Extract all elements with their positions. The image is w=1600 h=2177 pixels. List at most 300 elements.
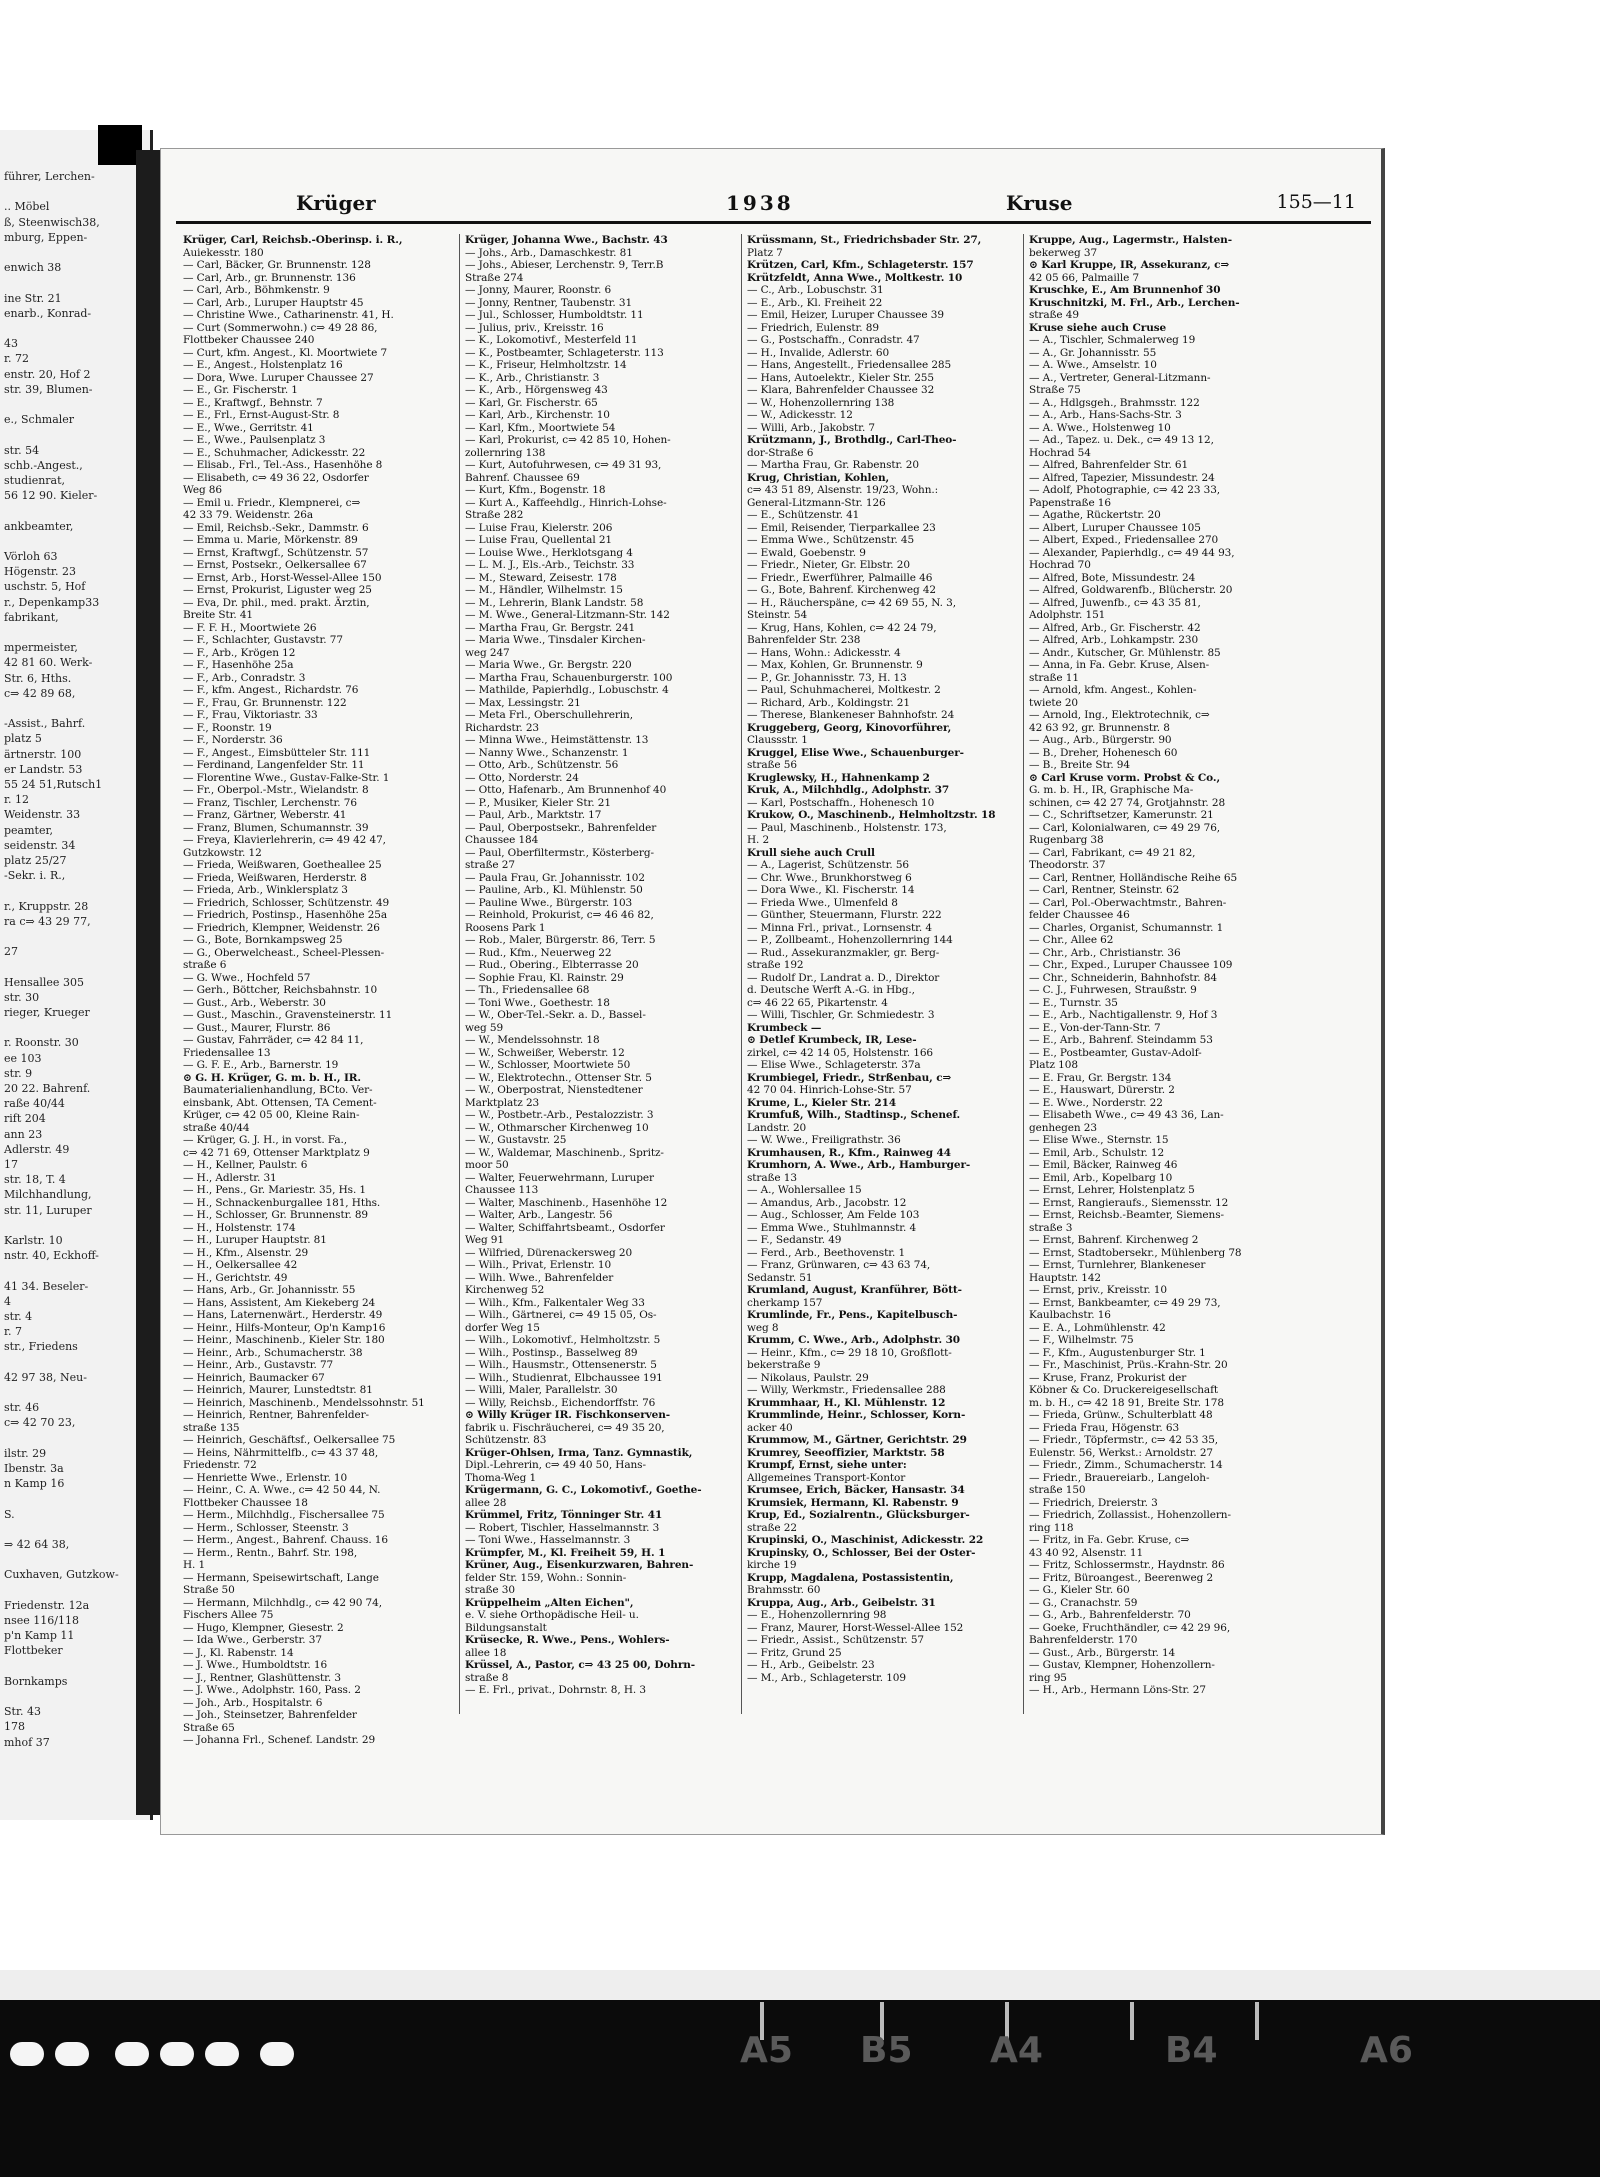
left-page-fragment: 41 34. Beseler- xyxy=(4,1279,89,1293)
directory-entry-line: Krüner, Aug., Eisenkurzwaren, Bahren- xyxy=(465,1559,694,1571)
directory-entry-line: Steinstr. 54 xyxy=(747,609,808,621)
directory-entry-line: dor-Straße 6 xyxy=(747,446,814,459)
directory-entry-line: — Heins, Nährmittelfb., c⇒ 43 37 48, xyxy=(183,1446,379,1459)
directory-entry-line: — G., Oberwelcheast., Scheel-Plessen- xyxy=(183,946,385,959)
directory-entry-line: — Friedr., Zimm., Schumacherstr. 14 xyxy=(1029,1459,1223,1471)
directory-entry-line: — Julius, priv., Kreisstr. 16 xyxy=(465,321,604,334)
directory-entry-line: — G. F. E., Arb., Barnerstr. 19 xyxy=(183,1059,339,1071)
directory-entry-line: Hauptstr. 142 xyxy=(1029,1271,1102,1284)
directory-entry-line: — Gustav, Klempner, Hohenzollern- xyxy=(1029,1659,1215,1671)
directory-entry-line: Auiekesstr. 180 xyxy=(183,246,264,259)
directory-entry-line: Köbner & Co. Druckereigesellschaft xyxy=(1029,1384,1218,1396)
directory-entry-line: — Ernst, Turnlehrer, Blankeneser xyxy=(1029,1259,1206,1271)
directory-entry-line: — Wilh., Privat, Erlenstr. 10 xyxy=(465,1259,612,1271)
directory-entry-line: 43 40 92, Alsenstr. 11 xyxy=(1029,1546,1144,1559)
directory-entry-line: — E., Arb., Bahrenf. Steindamm 53 xyxy=(1029,1034,1213,1046)
directory-entry-line: Bahrenf. Chaussee 69 xyxy=(465,471,580,484)
directory-entry-line: — Agathe, Rückertstr. 20 xyxy=(1029,509,1161,521)
directory-entry-line: — Joh., Arb., Hospitalstr. 6 xyxy=(183,1696,323,1709)
directory-entry-line: — Krug, Hans, Kohlen, c⇒ 42 24 79, xyxy=(747,621,937,634)
directory-entry-line: — Emma u. Marie, Mörkenstr. 89 xyxy=(183,534,358,546)
directory-entry-line: — Otto, Arb., Schützenstr. 56 xyxy=(465,759,619,771)
directory-entry-line: — Gustav, Fahrräder, c⇒ 42 84 11, xyxy=(183,1034,364,1046)
left-page-fragment: Friedenstr. 12a xyxy=(4,1598,90,1612)
left-page-fragment: Högenstr. 23 xyxy=(4,565,76,579)
directory-entry-line: Krüssel, A., Pastor, c⇒ 43 25 00, Dohrn- xyxy=(465,1659,696,1671)
directory-entry-line: — Frieda, Weißwaren, Goetheallee 25 xyxy=(183,859,382,871)
directory-entry-line: — Curt (Sommerwohn.) c⇒ 49 28 86, xyxy=(183,321,378,334)
directory-entry-line: — Dora Wwe., Kl. Fischerstr. 14 xyxy=(747,884,915,896)
directory-entry-line: — E. A., Lohmühlenstr. 42 xyxy=(1029,1321,1166,1334)
directory-entry-line: — Christine Wwe., Catharinenstr. 41, H. xyxy=(183,309,394,321)
left-page-fragment: p'n Kamp 11 xyxy=(4,1629,75,1643)
directory-entry-line: — Mathilde, Papierhdlg., Lobuschstr. 4 xyxy=(465,684,669,696)
directory-entry-line: — A., Arb., Hans-Sachs-Str. 3 xyxy=(1029,409,1182,421)
directory-entry-line: — Martha Frau, Schauenburgerstr. 100 xyxy=(465,671,673,684)
directory-entry-line: — W., Hohenzollernring 138 xyxy=(747,396,895,409)
directory-entry-line: — Ernst, Kraftwgf., Schützenstr. 57 xyxy=(183,546,369,559)
directory-entry-line: — F., Arb., Conradstr. 3 xyxy=(183,671,306,684)
directory-entry-line: — Freya, Klavierlehrerin, c⇒ 49 42 47, xyxy=(183,834,386,846)
directory-entry-line: Breite Str. 41 xyxy=(183,609,253,621)
directory-entry-line: — Wilh. Wwe., Bahrenfelder xyxy=(465,1271,614,1284)
directory-entry-line: — Heinr., Arb., Gustavstr. 77 xyxy=(183,1359,334,1371)
left-page-fragment: 43 xyxy=(4,337,18,351)
left-page-fragment: er Landstr. 53 xyxy=(4,762,83,776)
film-label: B5 xyxy=(860,2030,913,2071)
directory-entry-line: — Friedr., Assist., Schützenstr. 57 xyxy=(747,1634,924,1646)
directory-entry-line: — Franz, Blumen, Schumannstr. 39 xyxy=(183,821,369,834)
directory-entry-line: — Walter, Arb., Langestr. 56 xyxy=(465,1209,613,1221)
directory-entry-line: Krumbiegel, Friedr., Strßenbau, c⇒ xyxy=(747,1071,952,1084)
directory-entry-line: — W., Gustavstr. 25 xyxy=(465,1134,567,1146)
directory-entry-line: Krukow, O., Maschinenb., Helmholtzstr. 18 xyxy=(747,809,996,821)
directory-entry-line: — Friedrich, Postinsp., Hasenhöhe 25a xyxy=(183,909,388,921)
directory-entry-line: — Emil, Heizer, Luruper Chaussee 39 xyxy=(747,309,944,321)
left-page-fragment: ra c⇒ 43 29 77, xyxy=(4,914,91,928)
directory-entry-line: — G., Cranachstr. 59 xyxy=(1029,1596,1138,1609)
directory-entry-line: — G., Bote, Bahrenf. Kirchenweg 42 xyxy=(747,584,936,596)
film-perforation xyxy=(55,2042,89,2066)
left-page-fragment: 17 xyxy=(4,1158,18,1171)
left-page-fragment: n Kamp 16 xyxy=(4,1477,65,1491)
directory-entry-line: Krügermann, G. C., Lokomotivf., Goethe- xyxy=(465,1484,702,1496)
entry-column-1 xyxy=(183,234,455,1746)
directory-entry-line: — Aug., Schlosser, Am Felde 103 xyxy=(747,1209,920,1221)
directory-entry-line: — E., Postbeamter, Gustav-Adolf- xyxy=(1029,1046,1202,1059)
directory-entry-line: — Friedrich, Zollassist., Hohenzollern- xyxy=(1029,1509,1231,1521)
directory-entry-line: — Alfred, Tapezier, Missundestr. 24 xyxy=(1029,471,1215,484)
directory-entry-line: Flottbeker Chaussee 18 xyxy=(183,1496,308,1509)
directory-entry-line: — H., Holstenstr. 174 xyxy=(183,1221,296,1234)
directory-entry-line: — Walter, Feuerwehrmann, Luruper xyxy=(465,1171,654,1184)
directory-entry-line: — F., Schlachter, Gustavstr. 77 xyxy=(183,634,343,646)
left-page-fragment: 4 xyxy=(4,1294,11,1308)
directory-entry-line: Krupinski, O., Maschinist, Adickesstr. 22 xyxy=(747,1534,984,1546)
directory-entry-line: ⊙ G. H. Krüger, G. m. b. H., IR. xyxy=(183,1071,361,1084)
directory-entry-line: — Sophie Frau, Kl. Rainstr. 29 xyxy=(465,971,624,984)
directory-entry-line: — Ad., Tapez. u. Dek., c⇒ 49 13 12, xyxy=(1029,434,1214,446)
directory-entry-line: Krup, Ed., Sozialrentn., Glücksburger- xyxy=(747,1509,970,1521)
directory-entry-line: Straße 75 xyxy=(1029,384,1081,396)
directory-entry-line: Marktplatz 23 xyxy=(465,1096,540,1109)
directory-entry-line: — B., Dreher, Hohenesch 60 xyxy=(1029,746,1178,759)
directory-entry-line: — W., Waldemar, Maschinenb., Spritz- xyxy=(465,1146,664,1159)
directory-entry-line: — Wilfried, Dürenackersweg 20 xyxy=(465,1246,633,1259)
directory-entry-line: — E. Frau, Gr. Bergstr. 134 xyxy=(1029,1071,1172,1084)
header-right-keyword: Kruse xyxy=(1006,191,1073,215)
directory-entry-line: — H., Gerichtstr. 49 xyxy=(183,1271,288,1284)
directory-entry-line: — Heinr., C. A. Wwe., c⇒ 42 50 44, N. xyxy=(183,1484,381,1496)
directory-entry-line: — Ernst, Arb., Horst-Wessel-Allee 150 xyxy=(183,571,382,584)
directory-entry-line: — Franz, Maurer, Horst-Wessel-Allee 152 xyxy=(747,1621,964,1634)
directory-entry-line: Kirchenweg 52 xyxy=(465,1284,545,1296)
directory-entry-line: straße 11 xyxy=(1029,671,1079,684)
directory-entry-line: — Anna, in Fa. Gebr. Kruse, Alsen- xyxy=(1029,659,1210,671)
directory-entry-line: — E., Arb., Nachtigallenstr. 9, Hof 3 xyxy=(1029,1009,1218,1021)
directory-entry-line: — Ernst, Rangieraufs., Siemensstr. 12 xyxy=(1029,1196,1229,1209)
directory-entry-line: — Nanny Wwe., Schanzenstr. 1 xyxy=(465,746,629,759)
directory-entry-line: — Henriette Wwe., Erlenstr. 10 xyxy=(183,1471,348,1484)
directory-entry-line: Thoma-Weg 1 xyxy=(465,1471,537,1484)
directory-entry-line: — Karl, Gr. Fischerstr. 65 xyxy=(465,396,598,409)
directory-entry-line: Roosens Park 1 xyxy=(465,921,546,934)
directory-entry-line: — K., Friseur, Helmholtzstr. 14 xyxy=(465,359,627,371)
directory-entry-line: ring 95 xyxy=(1029,1671,1067,1684)
directory-entry-line: bekerweg 37 xyxy=(1029,246,1098,259)
directory-entry-line: — Heinrich, Rentner, Bahrenfelder- xyxy=(183,1409,369,1421)
directory-entry-line: — Heinr., Kfm., c⇒ 29 18 10, Großflott- xyxy=(747,1346,952,1359)
directory-entry-line: — F. F. H., Moortwiete 26 xyxy=(183,621,317,634)
directory-entry-line: Weg 86 xyxy=(183,484,222,496)
directory-entry-line: — A., Wohlersallee 15 xyxy=(747,1184,862,1196)
film-tick xyxy=(1255,2002,1259,2040)
directory-entry-line: — Andr., Kutscher, Gr. Mühlenstr. 85 xyxy=(1029,646,1221,659)
directory-entry-line: straße 192 xyxy=(747,959,804,971)
directory-entry-line: — Rud., Assekuranzmakler, gr. Berg- xyxy=(747,946,940,959)
film-perforation xyxy=(10,2042,44,2066)
directory-entry-line: — Alexander, Papierhdlg., c⇒ 49 44 93, xyxy=(1029,546,1235,559)
directory-entry-line: c⇒ 42 71 69, Ottenser Marktplatz 9 xyxy=(183,1146,370,1159)
left-page-fragment: Ibenstr. 3a xyxy=(4,1462,64,1475)
directory-entry-line: — L. M. J., Els.-Arb., Teichstr. 33 xyxy=(465,559,635,571)
directory-entry-line: — Hans, Laternenwärt., Herderstr. 49 xyxy=(183,1309,383,1321)
directory-entry-line: Krummow, M., Gärtner, Gerichtstr. 29 xyxy=(747,1434,967,1446)
directory-entry-line: G. m. b. H., IR, Graphische Ma- xyxy=(1029,784,1194,796)
directory-entry-line: — Maria Wwe., Gr. Bergstr. 220 xyxy=(465,659,632,671)
left-page-fragment: r. Roonstr. 30 xyxy=(4,1036,79,1050)
left-page-fragment: uschstr. 5, Hof xyxy=(4,580,86,594)
directory-entry-line: — Elisabeth, c⇒ 49 36 22, Osdorfer xyxy=(183,471,369,484)
left-page-fragment: r. 12 xyxy=(4,793,30,807)
directory-entry-line: — Carl, Rentner, Steinstr. 62 xyxy=(1029,884,1180,896)
directory-entry-line: — Friedrich, Eulenstr. 89 xyxy=(747,321,879,334)
directory-entry-line: — Ernst, Lehrer, Holstenplatz 5 xyxy=(1029,1184,1195,1196)
directory-entry-line: — Th., Friedensallee 68 xyxy=(465,984,590,996)
directory-entry-line: Adolphstr. 151 xyxy=(1029,609,1106,621)
directory-entry-line: straße 8 xyxy=(465,1671,509,1684)
directory-entry-line: — G., Arb., Bahrenfelderstr. 70 xyxy=(1029,1609,1191,1621)
directory-entry-line: — Joh., Steinsetzer, Bahrenfelder xyxy=(183,1709,357,1721)
left-page-fragment: ilstr. 29 xyxy=(4,1446,47,1460)
directory-entry-line: — Charles, Organist, Schumannstr. 1 xyxy=(1029,921,1224,934)
directory-entry-line: — Otto, Norderstr. 24 xyxy=(465,771,579,784)
directory-entry-line: — E., Frl., Ernst-August-Str. 8 xyxy=(183,409,340,421)
directory-entry-line: — Walter, Schiffahrtsbeamt., Osdorfer xyxy=(465,1221,665,1234)
directory-entry-line: — Nikolaus, Paulstr. 29 xyxy=(747,1371,869,1384)
directory-entry-line: Allgemeines Transport-Kontor xyxy=(747,1471,906,1484)
directory-entry-line: — Arnold, kfm. Angest., Kohlen- xyxy=(1029,684,1197,696)
directory-entry-line: — Krüger, G. J. H., in vorst. Fa., xyxy=(183,1134,347,1146)
left-page-fragment: Str. 6, Hths. xyxy=(4,671,72,685)
directory-entry-line: Krumrey, Seeoffizier, Marktstr. 58 xyxy=(747,1446,945,1459)
directory-entry-line: — M., Händler, Wilhelmstr. 15 xyxy=(465,584,623,596)
left-page-fragment: 56 12 90. Kieler- xyxy=(4,489,98,503)
directory-entry-line: Theodorstr. 37 xyxy=(1029,859,1106,871)
directory-entry-line: — Jonny, Maurer, Roonstr. 6 xyxy=(465,284,612,296)
directory-entry-line: — Emma Wwe., Stuhlmannstr. 4 xyxy=(747,1221,917,1234)
directory-entry-line: — E., Kraftwgf., Behnstr. 7 xyxy=(183,396,323,409)
directory-entry-line: straße 22 xyxy=(747,1521,797,1534)
left-page-fragment: str. 39, Blumen- xyxy=(4,382,93,396)
directory-entry-line: — Karl, Kfm., Moortwiete 54 xyxy=(465,421,616,434)
column-divider xyxy=(741,234,742,1714)
left-page-fragment: studienrat, xyxy=(4,474,66,487)
left-page-fragment: platz 25/27 xyxy=(4,854,67,867)
directory-entry-line: — Willy, Werkmstr., Friedensallee 288 xyxy=(747,1384,946,1396)
directory-entry-line: — H., Arb., Geibelstr. 23 xyxy=(747,1659,875,1671)
directory-entry-line: m. b. H., c⇒ 42 18 91, Breite Str. 178 xyxy=(1029,1396,1224,1409)
directory-entry-line: — Paul, Maschinenb., Holstenstr. 173, xyxy=(747,821,947,834)
directory-entry-line: — Eva, Dr. phil., med. prakt. Ärztin, xyxy=(183,596,370,609)
right-page xyxy=(160,148,1385,1835)
directory-entry-line: Krützfeldt, Anna Wwe., Moltkestr. 10 xyxy=(747,271,963,284)
directory-entry-line: — H., Arb., Hermann Löns-Str. 27 xyxy=(1029,1684,1206,1696)
directory-entry-line: Straße 50 xyxy=(183,1584,235,1596)
directory-entry-line: bekerstraße 9 xyxy=(747,1359,821,1371)
film-label: A5 xyxy=(740,2030,793,2071)
left-page-fragment: rieger, Krueger xyxy=(4,1006,90,1019)
directory-entry-line: Krumpf, Ernst, siehe unter: xyxy=(747,1459,907,1471)
directory-entry-line: straße 30 xyxy=(465,1584,515,1596)
directory-entry-line: Platz 7 xyxy=(747,246,783,259)
directory-entry-line: — Heinr., Arb., Schumacherstr. 38 xyxy=(183,1346,363,1359)
directory-entry-line: — Heinrich, Maschinenb., Mendelssohnstr. 51 xyxy=(183,1396,425,1409)
directory-entry-line: Friedensallee 13 xyxy=(183,1046,271,1059)
directory-entry-line: Kaulbachstr. 16 xyxy=(1029,1309,1111,1321)
directory-entry-line: — Alfred, Arb., Lohkampstr. 230 xyxy=(1029,634,1199,646)
directory-entry-line: — Paul, Oberpostsekr., Bahrenfelder xyxy=(465,821,657,834)
directory-entry-line: — Pauline, Arb., Kl. Mühlenstr. 50 xyxy=(465,884,643,896)
directory-entry-line: — H., Luruper Hauptstr. 81 xyxy=(183,1234,327,1246)
left-page-fragment: 20 22. Bahrenf. xyxy=(4,1082,91,1095)
directory-entry-line: — Carl, Arb., Luruper Hauptstr 45 xyxy=(183,296,364,309)
left-page-fragment: str. 30 xyxy=(4,990,40,1004)
directory-entry-line: ⊙ Willy Krüger IR. Fischkonserven- xyxy=(465,1409,671,1421)
directory-entry-line: — Hans, Angestellt., Friedensallee 285 xyxy=(747,359,952,371)
directory-entry-line: straße 40/44 xyxy=(183,1121,250,1134)
left-page-fragment: ⇒ 42 64 38, xyxy=(4,1538,70,1551)
directory-entry-line: — W., Mendelssohnstr. 18 xyxy=(465,1034,600,1046)
directory-entry-line: — W., Ober-Tel.-Sekr. a. D., Bassel- xyxy=(465,1009,646,1021)
directory-entry-line: — Maria Wwe., Tinsdaler Kirchen- xyxy=(465,634,646,646)
directory-entry-line: Krumland, August, Kranführer, Bött- xyxy=(747,1284,962,1296)
directory-entry-line: — E., Turnstr. 35 xyxy=(1029,996,1118,1009)
directory-entry-line: Weg 91 xyxy=(465,1234,504,1246)
directory-entry-line: Bildungsanstalt xyxy=(465,1621,547,1634)
directory-entry-line: — A., Gr. Johannisstr. 55 xyxy=(1029,346,1157,359)
directory-entry-line: — K., Lokomotivf., Mesterfeld 11 xyxy=(465,334,638,346)
directory-entry-line: — F., Roonstr. 19 xyxy=(183,721,272,734)
directory-entry-line: — Carl, Arb., Böhmkenstr. 9 xyxy=(183,284,330,296)
directory-entry-line: — Willi, Maler, Parallelstr. 30 xyxy=(465,1384,618,1396)
directory-entry-line: 42 70 04. Hinrich-Lohse-Str. 57 xyxy=(747,1084,912,1096)
directory-entry-line: — J., Kl. Rabenstr. 14 xyxy=(183,1646,294,1659)
left-page-fragment: seidenstr. 34 xyxy=(4,838,76,852)
directory-entry-line: straße 135 xyxy=(183,1421,240,1434)
directory-entry-line: Brahmsstr. 60 xyxy=(747,1584,821,1596)
left-page-fragment: mpermeister, xyxy=(4,641,78,655)
directory-entry-line: straße 56 xyxy=(747,759,797,771)
directory-entry-line: felder Str. 159, Wohn.: Sonnin- xyxy=(465,1571,627,1584)
left-page-fragment: c⇒ 42 70 23, xyxy=(4,1416,76,1430)
directory-entry-line: — Gust., Maurer, Flurstr. 86 xyxy=(183,1021,331,1034)
directory-entry-line: — F., Norderstr. 36 xyxy=(183,734,283,746)
directory-entry-line: — A., Lagerist, Schützenstr. 56 xyxy=(747,859,909,871)
directory-entry-line: General-Litzmann-Str. 126 xyxy=(747,496,886,509)
directory-entry-line: — Friedrich, Dreierstr. 3 xyxy=(1029,1496,1158,1509)
directory-entry-line: — Karl, Arb., Kirchenstr. 10 xyxy=(465,409,610,421)
directory-entry-line: — E., Von-der-Tann-Str. 7 xyxy=(1029,1021,1161,1034)
directory-entry-line: — Albert, Luruper Chaussee 105 xyxy=(1029,521,1201,534)
left-page-fragment: Flottbeker xyxy=(4,1644,63,1658)
directory-entry-line: Krüssmann, St., Friedrichsbader Str. 27, xyxy=(747,234,982,246)
directory-entry-line: — Fritz, Büroangest., Beerenweg 2 xyxy=(1029,1571,1214,1584)
directory-entry-line: cherkamp 157 xyxy=(747,1296,823,1309)
directory-entry-line: H. 2 xyxy=(747,834,770,846)
directory-entry-line: Dipl.-Lehrerin, c⇒ 49 40 50, Hans- xyxy=(465,1459,646,1471)
directory-entry-line: — Hugo, Klempner, Giesestr. 2 xyxy=(183,1621,344,1634)
directory-entry-line: — Martha Frau, Gr. Rabenstr. 20 xyxy=(747,459,919,471)
directory-entry-line: straße 6 xyxy=(183,959,227,971)
directory-entry-line: — H., Räucherspäne, c⇒ 42 69 55, N. 3, xyxy=(747,596,956,609)
directory-entry-line: acker 40 xyxy=(747,1421,793,1434)
directory-entry-line: — Franz, Tischler, Lerchenstr. 76 xyxy=(183,796,357,809)
directory-entry-line: — Wilh., Kfm., Falkentaler Weg 33 xyxy=(465,1296,645,1309)
directory-entry-line: — E., Angest., Holstenplatz 16 xyxy=(183,359,343,371)
directory-entry-line: — Elise Wwe., Schlageterstr. 37a xyxy=(747,1059,921,1071)
directory-entry-line: Bahrenfelderstr. 170 xyxy=(1029,1634,1138,1646)
directory-entry-line: — Florentine Wwe., Gustav-Falke-Str. 1 xyxy=(183,771,390,784)
directory-entry-line: — Franz, Grünwaren, c⇒ 43 63 74, xyxy=(747,1259,931,1271)
directory-entry-line: Krumm, C. Wwe., Arb., Adolphstr. 30 xyxy=(747,1334,960,1346)
directory-entry-line: — Richard, Arb., Koldingstr. 21 xyxy=(747,696,910,709)
left-page-fragment: 27 xyxy=(4,945,18,959)
directory-entry-line: 42 05 66, Palmaille 7 xyxy=(1029,271,1140,284)
directory-entry-line: — Chr. Wwe., Brunkhorstweg 6 xyxy=(747,871,912,884)
directory-entry-line: Krumfuß, Wilh., Stadtinsp., Schenef. xyxy=(747,1109,961,1121)
left-page-fragment: enstr. 20, Hof 2 xyxy=(4,367,91,381)
directory-entry-line: Krummhaar, H., Kl. Mühlenstr. 12 xyxy=(747,1396,946,1409)
directory-entry-line: Bahrenfelder Str. 238 xyxy=(747,634,861,646)
directory-entry-line: — Paul, Oberfiltermstr., Kösterberg- xyxy=(465,846,654,859)
left-page-fragment: c⇒ 42 89 68, xyxy=(4,686,76,700)
column-divider xyxy=(459,234,460,1714)
directory-entry-line: — Gust., Arb., Bürgerstr. 14 xyxy=(1029,1646,1176,1659)
directory-entry-line: e. V. siehe Orthopädische Heil- u. xyxy=(465,1609,639,1621)
directory-entry-line: — Willi, Tischler, Gr. Schmiedestr. 3 xyxy=(747,1009,935,1021)
directory-entry-line: — E., Schuhmacher, Adickesstr. 22 xyxy=(183,446,366,459)
directory-entry-line: — G., Postschaffn., Conradstr. 47 xyxy=(747,334,920,346)
directory-entry-line: — E. Frl., privat., Dohrnstr. 8, H. 3 xyxy=(465,1684,646,1696)
directory-entry-line: Krumbeck — xyxy=(747,1021,822,1034)
directory-entry-line: — Franz, Gärtner, Weberstr. 41 xyxy=(183,809,347,821)
directory-entry-line: d. Deutsche Werft A.-G. in Hbg., xyxy=(747,984,915,996)
directory-entry-line: twiete 20 xyxy=(1029,696,1079,709)
directory-entry-line: — Emil, Arb., Kopelbarg 10 xyxy=(1029,1171,1173,1184)
directory-entry-line: — Herm., Rentn., Bahrf. Str. 198, xyxy=(183,1546,358,1559)
film-edge-bar xyxy=(0,1970,1600,2000)
directory-entry-line: Kruppe, Aug., Lagermstr., Halsten- xyxy=(1029,234,1232,246)
directory-entry-line: H. 1 xyxy=(183,1559,206,1571)
directory-entry-line: — W., Postbetr.-Arb., Pestalozzistr. 3 xyxy=(465,1109,654,1121)
film-tick xyxy=(1130,2002,1134,2040)
directory-entry-line: — Paul, Schuhmacherei, Moltkestr. 2 xyxy=(747,684,941,696)
directory-entry-line: 42 63 92, gr. Brunnenstr. 8 xyxy=(1029,721,1170,734)
directory-entry-line: — W., Adickesstr. 12 xyxy=(747,409,853,421)
directory-entry-line: — Hermann, Milchhdlg., c⇒ 42 90 74, xyxy=(183,1596,382,1609)
directory-entry-line: fabrik u. Fischräucherei, c⇒ 49 35 20, xyxy=(465,1421,665,1434)
directory-entry-line: Krull siehe auch Crull xyxy=(747,846,875,859)
left-page-fragment: .. Möbel xyxy=(4,200,50,214)
directory-entry-line: — Alfred, Bahrenfelder Str. 61 xyxy=(1029,459,1189,471)
directory-entry-line: — Reinhold, Prokurist, c⇒ 46 46 82, xyxy=(465,909,654,921)
directory-entry-line: — Albert, Exped., Friedensallee 270 xyxy=(1029,534,1219,546)
directory-entry-line: — Friedr., Töpfermstr., c⇒ 42 53 35, xyxy=(1029,1434,1219,1446)
directory-entry-line: — H., Pens., Gr. Mariestr. 35, Hs. 1 xyxy=(183,1184,366,1196)
directory-entry-line: — Friedr., Brauereiarb., Langeloh- xyxy=(1029,1471,1210,1484)
directory-entry-line: Chaussee 184 xyxy=(465,834,539,846)
page-number: 155—11 xyxy=(1276,191,1356,213)
directory-entry-line: — Frieda, Grünw., Schulterblatt 48 xyxy=(1029,1409,1213,1421)
directory-entry-line: Hochrad 70 xyxy=(1029,559,1091,571)
directory-entry-line: — Pauline Wwe., Bürgerstr. 103 xyxy=(465,896,633,909)
directory-entry-line: — Ernst, Bankbeamter, c⇒ 49 29 73, xyxy=(1029,1296,1221,1309)
film-label: A6 xyxy=(1360,2030,1413,2071)
directory-entry-line: — Minna Frl., privat., Lornsenstr. 4 xyxy=(747,921,932,934)
directory-entry-line: — H., Oelkersallee 42 xyxy=(183,1259,298,1271)
directory-entry-line: schinen, c⇒ 42 27 74, Grotjahnstr. 28 xyxy=(1029,796,1226,809)
directory-entry-line: — Ernst, priv., Kreisstr. 10 xyxy=(1029,1284,1167,1296)
directory-entry-line: — F., Kfm., Augustenburger Str. 1 xyxy=(1029,1346,1206,1359)
directory-entry-line: — M., Arb., Schlageterstr. 109 xyxy=(747,1671,906,1684)
directory-entry-line: — Alfred, Juwenfb., c⇒ 43 35 81, xyxy=(1029,596,1201,609)
directory-entry-line: — Hans, Arb., Gr. Johannisstr. 55 xyxy=(183,1284,356,1296)
directory-entry-line: — P., Zollbeamt., Hohenzollernring 144 xyxy=(747,934,953,946)
directory-entry-line: — Friedr., Ewerführer, Palmaille 46 xyxy=(747,571,933,584)
directory-entry-line: — E., Schützenstr. 41 xyxy=(747,509,860,521)
directory-entry-line: — Herm., Schlosser, Steenstr. 3 xyxy=(183,1521,349,1534)
left-page-fragment: mhof 37 xyxy=(4,1735,50,1749)
column-divider xyxy=(1023,234,1024,1714)
left-facing-page-edge xyxy=(0,130,153,1820)
directory-entry-line: ⊙ Carl Kruse vorm. Probst & Co., xyxy=(1029,771,1220,784)
directory-entry-line: Krumhorn, A. Wwe., Arb., Hamburger- xyxy=(747,1159,971,1171)
directory-entry-line: — Kurt, Autofuhrwesen, c⇒ 49 31 93, xyxy=(465,459,662,471)
directory-entry-line: — Wilh., Studienrat, Elbchaussee 191 xyxy=(465,1371,663,1384)
film-perforation xyxy=(205,2042,239,2066)
directory-entry-line: — Johs., Abieser, Lerchenstr. 9, Terr.B xyxy=(465,259,664,271)
